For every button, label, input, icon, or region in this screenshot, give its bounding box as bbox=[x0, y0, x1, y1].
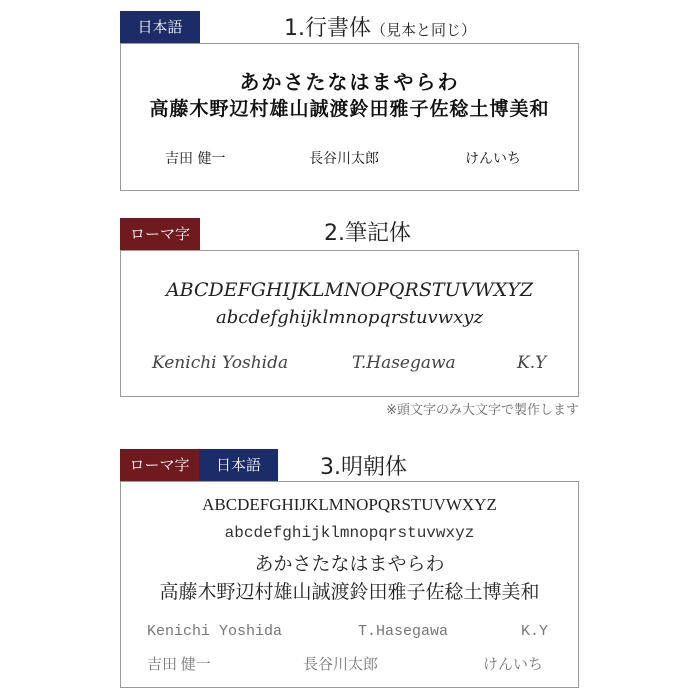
section-title bbox=[284, 11, 476, 42]
footnote: ※頭文字のみ大文字で製作します bbox=[386, 403, 579, 418]
japanese-tab: 日本語 bbox=[120, 11, 200, 43]
romaji-name-sample-2: T.Hasegawa bbox=[358, 623, 449, 640]
japanese-name-sample-3: けんいち bbox=[483, 657, 544, 673]
romaji-tab: ローマ字 bbox=[120, 449, 199, 481]
sample-box bbox=[120, 250, 579, 397]
name-sample-1: 吉田 健一 bbox=[165, 151, 226, 167]
kana-sample: あかさたなはまやらわ bbox=[254, 554, 445, 575]
name-sample-3: けんいち bbox=[465, 151, 521, 167]
name-sample-3: K.Y bbox=[517, 353, 547, 373]
sample-box bbox=[120, 481, 579, 688]
japanese-tab: 日本語 bbox=[199, 449, 278, 481]
section-title-text: 1.行書体 bbox=[284, 16, 371, 41]
lowercase-sample: abcdefghijklmnopqrstuvwxyz bbox=[216, 307, 483, 328]
section-title: 2.筆記体 bbox=[324, 221, 411, 246]
romaji-name-sample-3: K.Y bbox=[521, 623, 549, 640]
romaji-tab: ローマ字 bbox=[120, 218, 200, 250]
kanji-sample: 高藤木野辺村雄山誠渡鈴田雅子佐稔土博美和 bbox=[159, 582, 540, 603]
section-title: 3.明朝体 bbox=[320, 455, 407, 480]
romaji-name-sample-1: Kenichi Yoshida bbox=[147, 623, 283, 640]
sample-box bbox=[120, 43, 579, 191]
lowercase-sample: abcdefghijklmnopqrstuvwxyz bbox=[224, 524, 475, 542]
kana-sample: あかさたなはまやらわ bbox=[239, 70, 460, 94]
japanese-name-sample-2: 長谷川太郎 bbox=[303, 657, 379, 673]
kanji-sample: 高藤木野辺村雄山誠渡鈴田雅子佐稔土博美和 bbox=[149, 98, 550, 120]
section-title-note: （見本と同じ） bbox=[371, 21, 477, 39]
japanese-name-sample-1: 吉田 健一 bbox=[147, 657, 211, 673]
uppercase-sample: ABCDEFGHIJKLMNOPQRSTUVWXYZ bbox=[202, 495, 497, 514]
uppercase-sample: ABCDEFGHIJKLMNOPQRSTUVWXYZ bbox=[165, 279, 534, 301]
name-sample-1: Kenichi Yoshida bbox=[152, 353, 289, 373]
name-sample-2: T.Hasegawa bbox=[352, 353, 456, 373]
name-sample-2: 長谷川太郎 bbox=[309, 151, 379, 167]
